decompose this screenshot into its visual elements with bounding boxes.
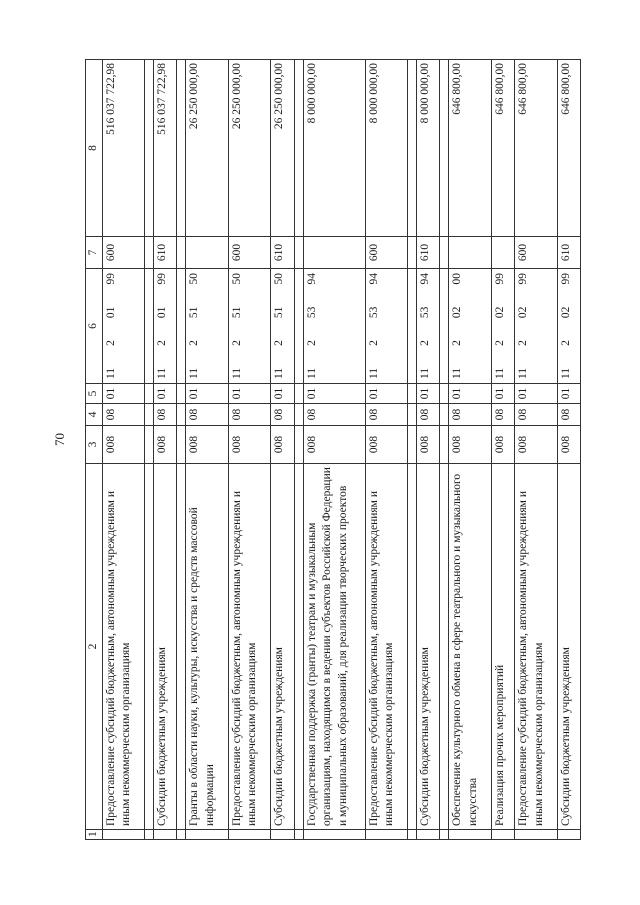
- target-article-part: 2: [230, 340, 243, 346]
- code-section: 08: [365, 404, 408, 426]
- code-section: 08: [271, 404, 294, 426]
- code-expense-type: 610: [417, 237, 440, 269]
- spacer-cell: [408, 237, 417, 269]
- code-ministry: 008: [515, 426, 558, 464]
- row-name: Предоставление субсидий бюджетным, автономным учреждениям и иным некоммерческим организациям: [102, 464, 145, 830]
- target-article-parts: [449, 269, 467, 383]
- amount: 8 000 000,00: [417, 60, 440, 237]
- code-ministry: 008: [365, 426, 408, 464]
- code-target-article: [228, 269, 271, 384]
- code-expense-type: 600: [365, 237, 408, 269]
- amount: 26 250 000,00: [228, 60, 271, 237]
- spacer-row: [408, 60, 417, 840]
- target-article-part: 99: [559, 273, 572, 285]
- row-name: Реализация прочих мероприятий: [492, 464, 515, 830]
- code-expense-type: 600: [515, 237, 558, 269]
- code-target-article: [303, 269, 365, 384]
- target-article-part: 94: [305, 273, 318, 285]
- target-article-parts: [229, 269, 247, 383]
- target-article-parts: [103, 269, 121, 383]
- target-article-part: 99: [156, 273, 169, 285]
- spacer-cell: [145, 830, 154, 840]
- code-section: 08: [557, 404, 580, 426]
- code-ministry: 008: [449, 426, 492, 464]
- target-article-part: 99: [104, 273, 117, 285]
- code-subsection: 01: [557, 384, 580, 404]
- amount: 8 000 000,00: [303, 60, 365, 237]
- spacer-cell: [440, 60, 449, 237]
- spacer-cell: [440, 404, 449, 426]
- code-ministry: 008: [303, 426, 365, 464]
- code-subsection: 01: [492, 384, 515, 404]
- code-section: 08: [154, 404, 177, 426]
- spacer-cell: [440, 384, 449, 404]
- target-article-part: 51: [230, 306, 243, 319]
- target-article-part: 11: [419, 367, 432, 379]
- code-target-article: [154, 269, 177, 384]
- target-article-part: 50: [188, 273, 201, 285]
- target-article-part: 2: [494, 340, 507, 346]
- target-article-part: 11: [451, 367, 464, 379]
- col1-cell: [186, 830, 229, 840]
- table-row: [365, 60, 408, 840]
- target-article-part: 11: [494, 367, 507, 379]
- col1-cell: [557, 830, 580, 840]
- target-article-part: 2: [419, 340, 432, 346]
- target-article-part: 2: [367, 340, 380, 346]
- spacer-cell: [440, 464, 449, 830]
- table-row: [102, 60, 145, 840]
- code-expense-type: [303, 237, 365, 269]
- col-header-2: 2: [86, 464, 103, 830]
- target-article-part: 2: [559, 340, 572, 346]
- col1-cell: [515, 830, 558, 840]
- code-target-article: [365, 269, 408, 384]
- row-name: Предоставление субсидий бюджетным, автономным учреждениям и иным некоммерческим организациям: [365, 464, 408, 830]
- spacer-cell: [145, 237, 154, 269]
- spacer-cell: [408, 464, 417, 830]
- amount: 516 037 722,98: [102, 60, 145, 237]
- code-expense-type: [186, 237, 229, 269]
- row-name: Субсидии бюджетным учреждениям: [271, 464, 294, 830]
- spacer-cell: [294, 426, 303, 464]
- col1-cell: [492, 830, 515, 840]
- spacer-cell: [294, 237, 303, 269]
- spacer-cell: [440, 237, 449, 269]
- target-article-part: 53: [305, 306, 318, 319]
- code-section: 08: [492, 404, 515, 426]
- spacer-cell: [294, 830, 303, 840]
- col-header-7: 7: [86, 237, 103, 269]
- code-ministry: 008: [492, 426, 515, 464]
- target-article-part: 11: [273, 367, 286, 379]
- row-name: Предоставление субсидий бюджетным, автономным учреждениям и иным некоммерческим организациям: [228, 464, 271, 830]
- code-target-article: [186, 269, 229, 384]
- col1-cell: [417, 830, 440, 840]
- spacer-cell: [408, 830, 417, 840]
- target-article-parts: [186, 269, 204, 383]
- col-header-1: 1: [86, 830, 103, 840]
- col1-cell: [102, 830, 145, 840]
- code-subsection: 01: [271, 384, 294, 404]
- target-article-part: 53: [367, 306, 380, 319]
- col-header-6: 6: [86, 269, 103, 384]
- code-ministry: 008: [228, 426, 271, 464]
- header-row: [86, 60, 103, 840]
- code-expense-type: 610: [557, 237, 580, 269]
- code-expense-type: 600: [102, 237, 145, 269]
- code-section: 08: [228, 404, 271, 426]
- code-subsection: 01: [102, 384, 145, 404]
- spacer-row: [177, 60, 186, 840]
- amount: 516 037 722,98: [154, 60, 177, 237]
- target-article-parts: [271, 269, 289, 383]
- code-ministry: 008: [557, 426, 580, 464]
- code-expense-type: 610: [271, 237, 294, 269]
- code-section: 08: [417, 404, 440, 426]
- rotated-page: [85, 60, 581, 840]
- code-expense-type: 600: [228, 237, 271, 269]
- spacer-cell: [177, 269, 186, 384]
- target-article-part: 2: [188, 340, 201, 346]
- table-row: [492, 60, 515, 840]
- target-article-part: 2: [156, 340, 169, 346]
- spacer-cell: [294, 464, 303, 830]
- target-article-part: 11: [230, 367, 243, 379]
- target-article-part: 11: [517, 367, 530, 379]
- target-article-parts: [492, 269, 510, 383]
- col1-cell: [228, 830, 271, 840]
- code-section: 08: [449, 404, 492, 426]
- target-article-parts: [304, 269, 322, 383]
- target-article-part: 2: [104, 340, 117, 346]
- table-row: [557, 60, 580, 840]
- budget-table: [85, 59, 581, 840]
- row-name: Предоставление субсидий бюджетным, автономным учреждениям и иным некоммерческим организациям: [515, 464, 558, 830]
- target-article-parts: [515, 269, 533, 383]
- code-target-article: [449, 269, 492, 384]
- spacer-cell: [294, 404, 303, 426]
- col-header-3: 3: [86, 426, 103, 464]
- table-row: [417, 60, 440, 840]
- target-article-part: 94: [367, 273, 380, 285]
- code-target-article: [102, 269, 145, 384]
- table-row: [271, 60, 294, 840]
- table-row: [186, 60, 229, 840]
- row-name: Обеспечение культурного обмена в сфере театрального и музыкального искусства: [449, 464, 492, 830]
- target-article-parts: [154, 269, 172, 383]
- spacer-cell: [177, 464, 186, 830]
- code-expense-type: [492, 237, 515, 269]
- spacer-cell: [145, 404, 154, 426]
- spacer-cell: [440, 269, 449, 384]
- target-article-part: 51: [188, 306, 201, 319]
- code-subsection: 01: [515, 384, 558, 404]
- col1-cell: [449, 830, 492, 840]
- target-article-part: 2: [305, 340, 318, 346]
- target-article-part: 11: [367, 367, 380, 379]
- table-row: [515, 60, 558, 840]
- spacer-cell: [177, 384, 186, 404]
- row-name: Субсидии бюджетным учреждениям: [557, 464, 580, 830]
- amount: 646 800,00: [492, 60, 515, 237]
- table-body: [102, 60, 580, 840]
- target-article-part: 02: [559, 306, 572, 319]
- target-article-part: 50: [273, 273, 286, 285]
- code-subsection: 01: [365, 384, 408, 404]
- code-target-article: [417, 269, 440, 384]
- code-subsection: 01: [417, 384, 440, 404]
- spacer-cell: [408, 384, 417, 404]
- spacer-cell: [145, 269, 154, 384]
- target-article-part: 2: [273, 340, 286, 346]
- amount: 646 800,00: [557, 60, 580, 237]
- target-article-part: 11: [156, 367, 169, 379]
- amount: 646 800,00: [515, 60, 558, 237]
- spacer-cell: [177, 830, 186, 840]
- spacer-cell: [408, 426, 417, 464]
- target-article-part: 11: [104, 367, 117, 379]
- amount: 646 800,00: [449, 60, 492, 237]
- code-target-article: [557, 269, 580, 384]
- code-section: 08: [102, 404, 145, 426]
- target-article-part: 11: [188, 367, 201, 379]
- target-article-part: 94: [419, 273, 432, 285]
- target-article-part: 01: [104, 306, 117, 319]
- spacer-cell: [294, 269, 303, 384]
- target-article-part: 11: [559, 367, 572, 379]
- target-article-part: 02: [517, 306, 530, 319]
- code-target-article: [515, 269, 558, 384]
- row-name: Субсидии бюджетным учреждениям: [417, 464, 440, 830]
- target-article-part: 02: [494, 306, 507, 319]
- spacer-cell: [145, 426, 154, 464]
- spacer-cell: [177, 237, 186, 269]
- row-name: Субсидии бюджетным учреждениям: [154, 464, 177, 830]
- spacer-cell: [145, 464, 154, 830]
- row-name: Гранты в области науки, культуры, искусства и средств массовой информации: [186, 464, 229, 830]
- amount: 26 250 000,00: [271, 60, 294, 237]
- spacer-row: [294, 60, 303, 840]
- col1-cell: [154, 830, 177, 840]
- code-subsection: 01: [186, 384, 229, 404]
- spacer-row: [145, 60, 154, 840]
- target-article-part: 2: [451, 340, 464, 346]
- table-row: [228, 60, 271, 840]
- amount: 26 250 000,00: [186, 60, 229, 237]
- target-article-part: 00: [451, 273, 464, 285]
- spacer-cell: [177, 60, 186, 237]
- spacer-cell: [408, 60, 417, 237]
- code-expense-type: [449, 237, 492, 269]
- col1-cell: [303, 830, 365, 840]
- col1-cell: [365, 830, 408, 840]
- code-subsection: 01: [228, 384, 271, 404]
- spacer-cell: [294, 384, 303, 404]
- spacer-cell: [294, 60, 303, 237]
- code-ministry: 008: [186, 426, 229, 464]
- col-header-8: 8: [86, 60, 103, 237]
- spacer-cell: [408, 404, 417, 426]
- code-ministry: 008: [102, 426, 145, 464]
- target-article-part: 99: [517, 273, 530, 285]
- code-subsection: 01: [154, 384, 177, 404]
- spacer-cell: [177, 426, 186, 464]
- col1-cell: [271, 830, 294, 840]
- code-section: 08: [303, 404, 365, 426]
- spacer-cell: [440, 830, 449, 840]
- target-article-parts: [417, 269, 435, 383]
- spacer-cell: [440, 426, 449, 464]
- code-ministry: 008: [154, 426, 177, 464]
- target-article-part: 01: [156, 306, 169, 319]
- col-header-4: 4: [86, 404, 103, 426]
- spacer-cell: [145, 384, 154, 404]
- code-ministry: 008: [417, 426, 440, 464]
- spacer-cell: [145, 60, 154, 237]
- page-number: 70: [52, 433, 67, 446]
- spacer-row: [440, 60, 449, 840]
- spacer-cell: [408, 269, 417, 384]
- row-name: Государственная поддержка (гранты) театрам и музыкальным организациям, находящимся в ведении субъектов Российской Федерации и муниципальных образований, для реализации творческих проектов: [303, 464, 365, 830]
- table-row: [303, 60, 365, 840]
- spacer-cell: [177, 404, 186, 426]
- code-section: 08: [186, 404, 229, 426]
- target-article-part: 2: [517, 340, 530, 346]
- code-target-article: [492, 269, 515, 384]
- target-article-part: 99: [494, 273, 507, 285]
- target-article-part: 53: [419, 306, 432, 319]
- target-article-part: 51: [273, 306, 286, 319]
- code-ministry: 008: [271, 426, 294, 464]
- target-article-part: 02: [451, 306, 464, 319]
- target-article-parts: [558, 269, 576, 383]
- target-article-part: 50: [230, 273, 243, 285]
- target-article-part: 11: [305, 367, 318, 379]
- amount: 8 000 000,00: [365, 60, 408, 237]
- target-article-parts: [366, 269, 384, 383]
- code-expense-type: 610: [154, 237, 177, 269]
- code-subsection: 01: [449, 384, 492, 404]
- table-row: [154, 60, 177, 840]
- code-target-article: [271, 269, 294, 384]
- code-subsection: 01: [303, 384, 365, 404]
- code-section: 08: [515, 404, 558, 426]
- col-header-5: 5: [86, 384, 103, 404]
- table-row: [449, 60, 492, 840]
